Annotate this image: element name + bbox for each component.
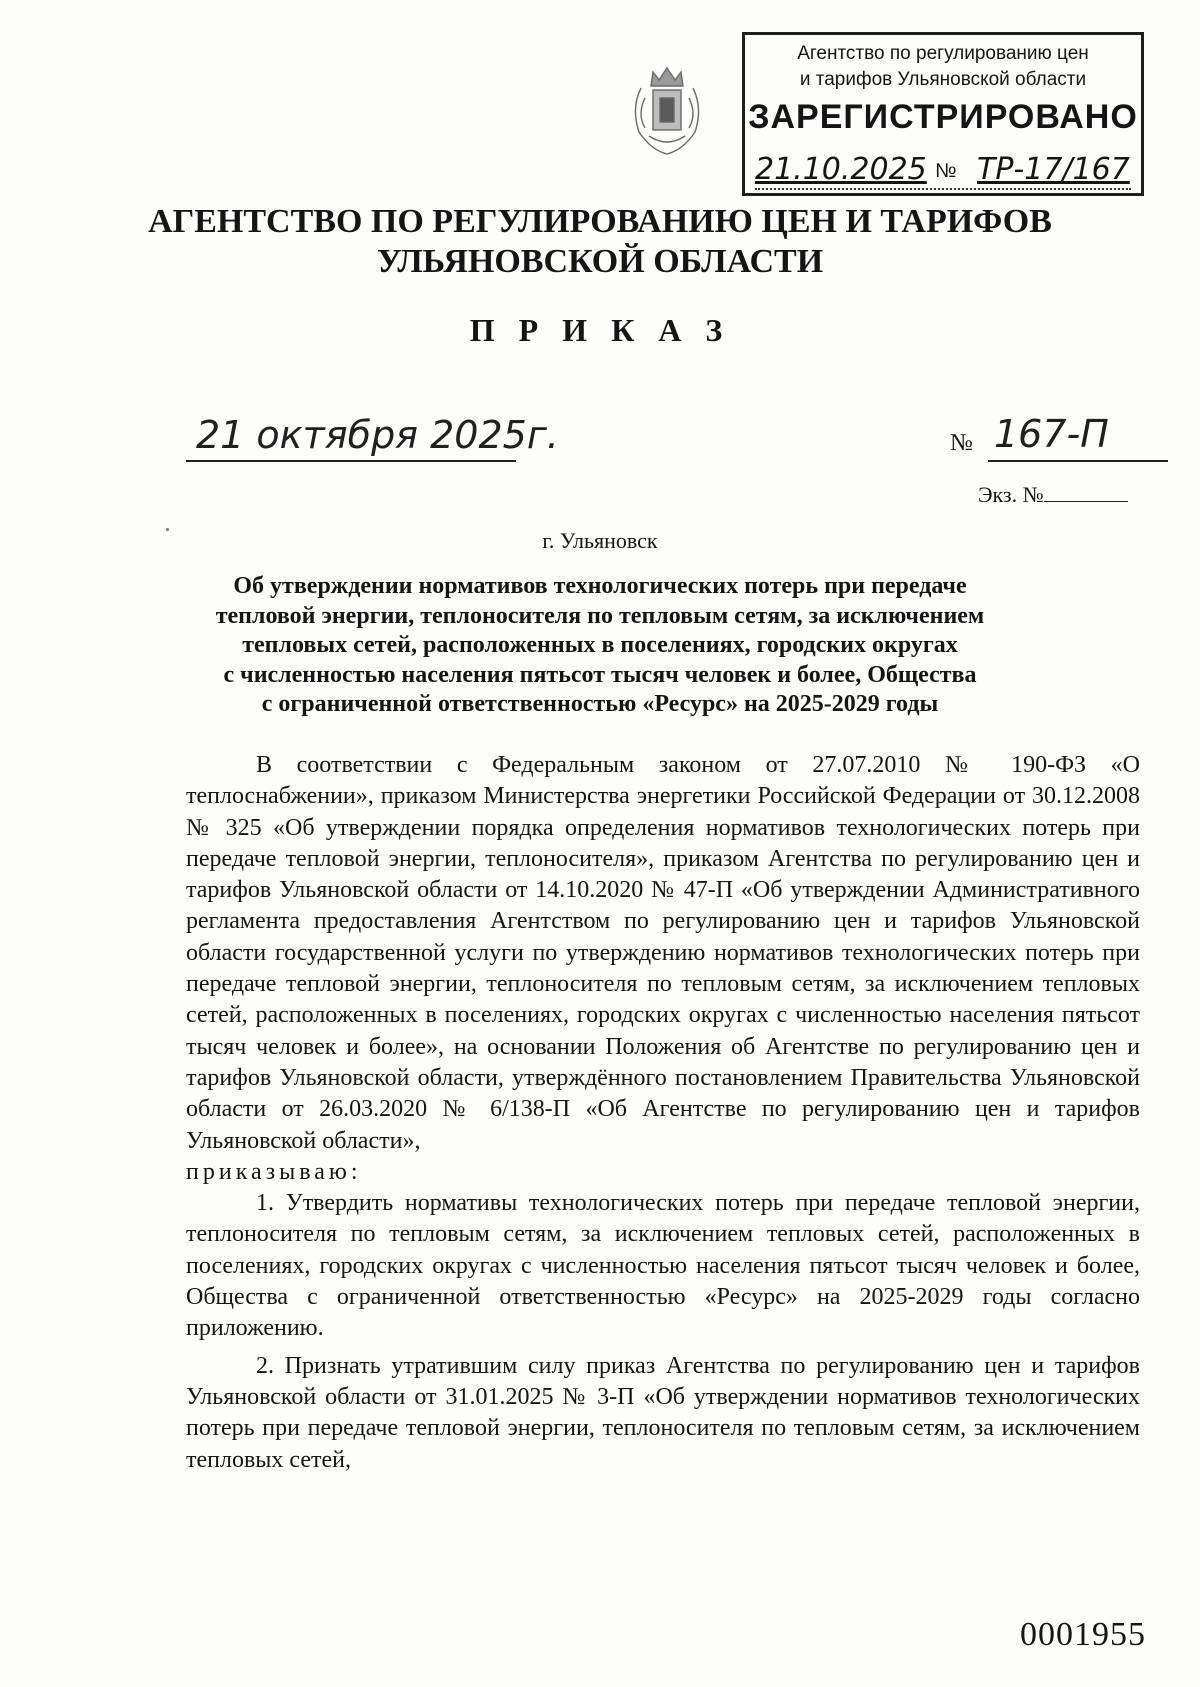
item-1-paragraph: 1. Утвердить нормативы технологических потерь при передаче тепловой энергии, теплоносителя по тепловым сетям, за исключением тепловых сетей, расположенных в поселениях, городских округах с численностью населения пятьсот тысяч человек и более, Общества с ограниченной ответственностью «Ресурс» на 2025-2029 годы согласно приложению.: [186, 1190, 1140, 1342]
subject-line: с численностью населения пятьсот тысяч человек и более, Общества: [223, 661, 977, 688]
copy-number-label: Экз. №: [978, 482, 1044, 507]
subject-line: тепловых сетей, расположенных в поселениях, городских округах: [242, 632, 958, 658]
stamp-status: ЗАРЕГИСТРИРОВАНО: [748, 98, 1138, 136]
order-body: [186, 750, 1140, 1476]
registration-stamp: [742, 32, 1144, 196]
order-date: 21 октября 2025г.: [196, 413, 559, 457]
coat-of-arms-icon: [627, 58, 707, 158]
order-number: 167-П: [994, 412, 1109, 456]
copy-number: [978, 482, 1128, 508]
agency-title-line1: АГЕНТСТВО ПО РЕГУЛИРОВАНИЮ ЦЕН И ТАРИФОВ: [148, 203, 1052, 240]
agency-title-line2: УЛЬЯНОВСКОЙ ОБЛАСТИ: [376, 243, 824, 280]
agency-title: [0, 202, 1200, 282]
command-line: [186, 1157, 1140, 1188]
order-number-underline: [988, 460, 1168, 462]
order-date-underline: [186, 460, 516, 462]
preamble-paragraph: В соответствии с Федеральным законом от 27.07.2010 № 190-ФЗ «О теплоснабжении», приказом Министерства энергетики Российской Федерации от 30.12.2008 № 325 «Об утверждении порядка определения нормативов технологических потерь при передаче тепловой энергии, теплоносителя», приказом Агентства по регулированию цен и тарифов Ульяновской области от 14.10.2020 № 47-П «Об утверждении Административного регламента предоставления Агентством по регулированию цен и тарифов Ульяновской области государственной услуги по утверждению нормативов технологических потерь при передаче тепловой энергии, теплоносителя по тепловым сетям, за исключением тепловых сетей, расположенных в поселениях, городских округах с численностью населения пятьсот тысяч человек и более», на основании Положения об Агентстве по регулированию цен и тарифов Ульяновской области, утверждённого постановлением Правительства Ульяновской области от 26.03.2020 № 6/138-П «Об Агентстве по регулированию цен и тарифов Ульяновской области»,: [186, 752, 1140, 1154]
stamp-number-label: №: [935, 160, 957, 182]
page-code: 0001955: [1020, 1616, 1146, 1653]
stamp-number: ТР-17/167: [977, 152, 1130, 187]
subject-line: с ограниченной ответственностью «Ресурс» на 2025-2029 годы: [261, 691, 939, 717]
subject-line: Об утверждении нормативов технологических потерь при передаче: [233, 573, 967, 599]
order-subject: [0, 572, 1200, 720]
stamp-registration-line: [755, 148, 1131, 190]
margin-mark: [166, 528, 169, 531]
order-number-label: №: [950, 430, 973, 456]
city: г. Ульяновск: [542, 528, 658, 553]
stamp-date: 21.10.2025: [755, 152, 927, 187]
subject-line: тепловой энергии, теплоносителя по тепловым сетям, за исключением: [215, 602, 985, 629]
document-type-title: П Р И К А З: [469, 312, 731, 348]
stamp-agency-line2: и тарифов Ульяновской области: [799, 69, 1087, 90]
copy-number-blank: [1044, 483, 1128, 502]
command-word: приказываю:: [186, 1158, 362, 1185]
item-2-paragraph: 2. Признать утратившим силу приказ Агентства по регулированию цен и тарифов Ульяновской области от 31.01.2025 № 3-П «Об утверждении нормативов технологических потерь при передаче тепловой энергии, теплоносителя по тепловым сетям, за исключением тепловых сетей,: [186, 1352, 1140, 1473]
stamp-agency-line1: Агентство по регулированию цен: [797, 43, 1089, 64]
